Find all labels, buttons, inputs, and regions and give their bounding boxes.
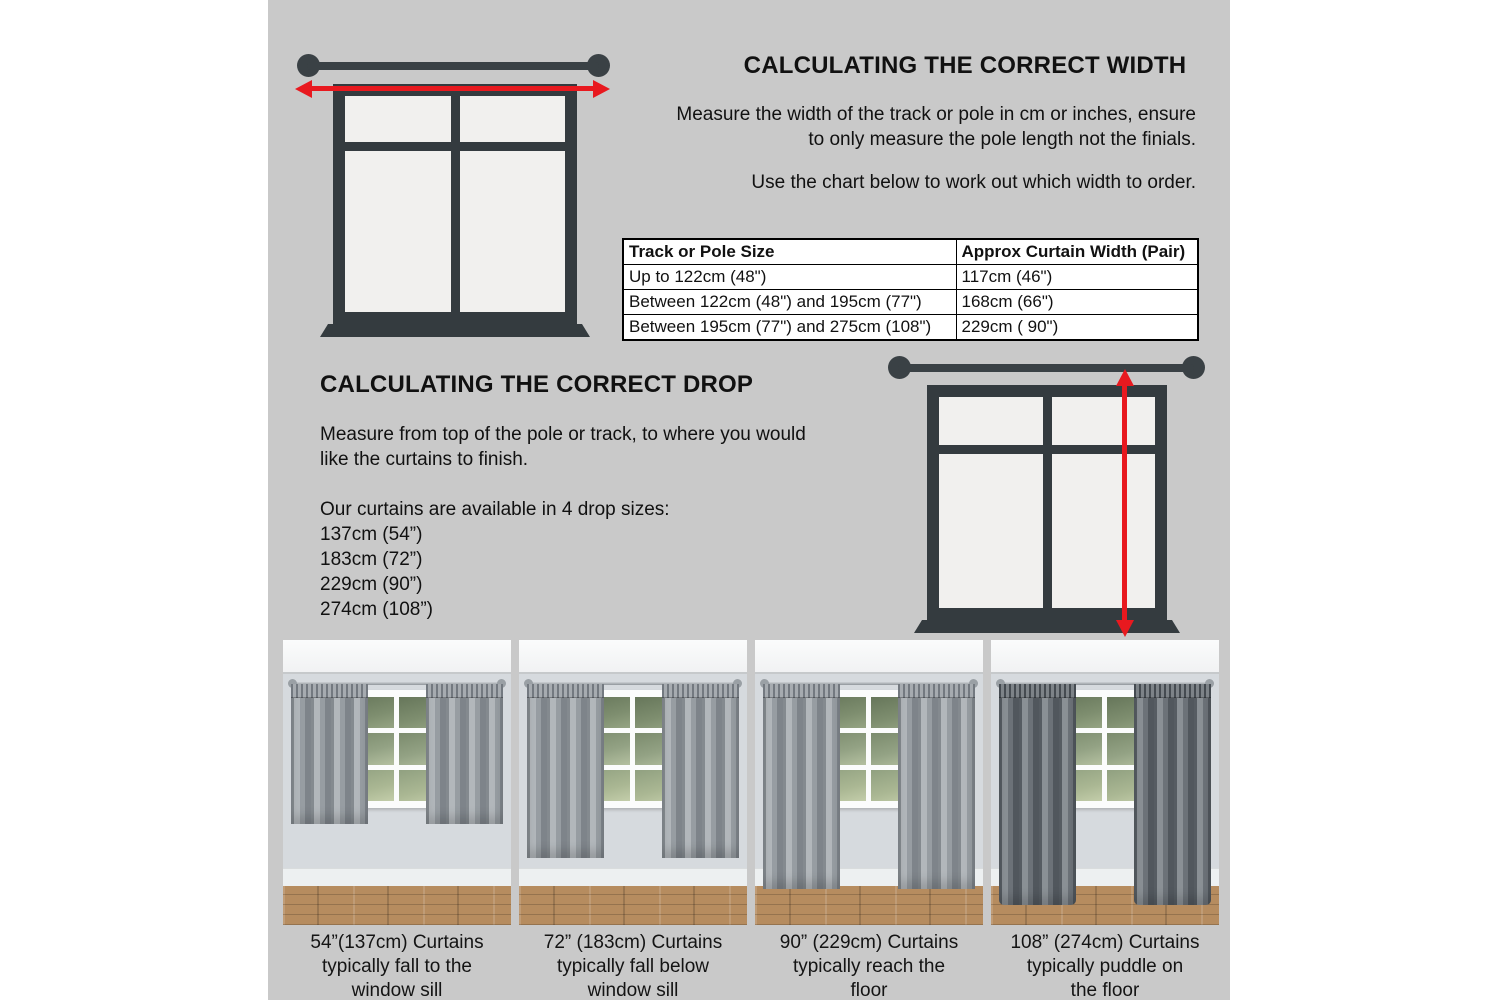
curtain-left	[527, 684, 605, 858]
window-sill	[320, 324, 590, 337]
caption-90: 90” (229cm) Curtains typically reach the floor	[779, 932, 959, 1000]
width-section-body: Measure the width of the track or pole in cm or inches, ensure to only measure the pole length not the finials.	[676, 104, 1196, 150]
arrow-head-bottom-icon	[1116, 620, 1134, 637]
drop-arrow-icon	[1116, 369, 1134, 637]
window-graphic	[333, 84, 577, 324]
table-header-row	[623, 239, 1198, 265]
curtain-right	[1134, 684, 1212, 905]
curtain-right	[898, 684, 976, 889]
table-cell-pole-size: Between 195cm (77") and 275cm (108")	[623, 315, 956, 341]
drop-section-body: Measure from top of the pole or track, to where you would like the curtains to finish.	[320, 424, 806, 470]
window-pane	[939, 454, 1043, 608]
curtain-right	[426, 684, 504, 824]
window-pane	[1052, 454, 1156, 608]
table-row	[623, 290, 1198, 315]
arrow-head-right-icon	[593, 80, 610, 98]
drop-example-photo-54	[283, 640, 511, 925]
caption-72: 72” (183cm) Curtains typically fall below window sill	[543, 932, 723, 1000]
window-pane	[345, 151, 451, 312]
window-pane	[460, 96, 566, 142]
window-pane	[345, 96, 451, 142]
drop-section-title: CALCULATING THE CORRECT DROP	[320, 371, 754, 398]
caption-108: 108” (274cm) Curtains typically puddle on the floor	[1010, 932, 1200, 1000]
width-section-title: CALCULATING THE CORRECT WIDTH	[743, 52, 1187, 79]
width-chart-note: Use the chart below to work out which width to order.	[751, 172, 1196, 193]
wood-floor	[755, 886, 983, 925]
window-panes	[345, 96, 565, 312]
drop-example-photo-108	[991, 640, 1219, 925]
table-header-curtain-width: Approx Curtain Width (Pair)	[956, 239, 1198, 265]
ceiling	[991, 640, 1219, 674]
ceiling	[755, 640, 983, 674]
table-header-pole-size: Track or Pole Size	[623, 239, 956, 265]
table-cell-curtain-width: 117cm (46")	[956, 265, 1198, 290]
drop-example-photo-90	[755, 640, 983, 925]
skirting-board	[283, 868, 511, 887]
wood-floor	[283, 886, 511, 925]
drop-example-photo-72	[519, 640, 747, 925]
curtain-left	[763, 684, 841, 889]
table-row	[623, 265, 1198, 290]
skirting-board	[519, 868, 747, 887]
curtain-left	[291, 684, 369, 824]
curtain-left	[999, 684, 1077, 905]
window-pane	[939, 397, 1043, 445]
curtain-pole-graphic	[898, 364, 1194, 372]
ceiling	[519, 640, 747, 674]
drop-sizes-intro: Our curtains are available in 4 drop sizes:	[320, 499, 670, 520]
window-pane	[460, 151, 566, 312]
table-cell-pole-size: Between 122cm (48") and 195cm (77")	[623, 290, 956, 315]
arrow-line	[310, 86, 595, 91]
arrow-line	[1122, 384, 1127, 622]
curtain-right	[662, 684, 740, 858]
drop-sizes-list: 137cm (54”) 183cm (72”) 229cm (90”) 274cm (108”)	[320, 524, 433, 620]
table-cell-pole-size: Up to 122cm (48")	[623, 265, 956, 290]
wood-floor	[519, 886, 747, 925]
table-cell-curtain-width: 229cm ( 90")	[956, 315, 1198, 341]
size-table	[622, 238, 1199, 341]
table-row	[623, 315, 1198, 341]
ceiling	[283, 640, 511, 674]
table-cell-curtain-width: 168cm (66")	[956, 290, 1198, 315]
width-arrow-icon	[295, 80, 610, 98]
window-sill	[914, 620, 1180, 633]
caption-54: 54”(137cm) Curtains typically fall to the window sill	[310, 932, 484, 1000]
curtain-pole-graphic	[307, 62, 599, 70]
window-pane	[1052, 397, 1156, 445]
